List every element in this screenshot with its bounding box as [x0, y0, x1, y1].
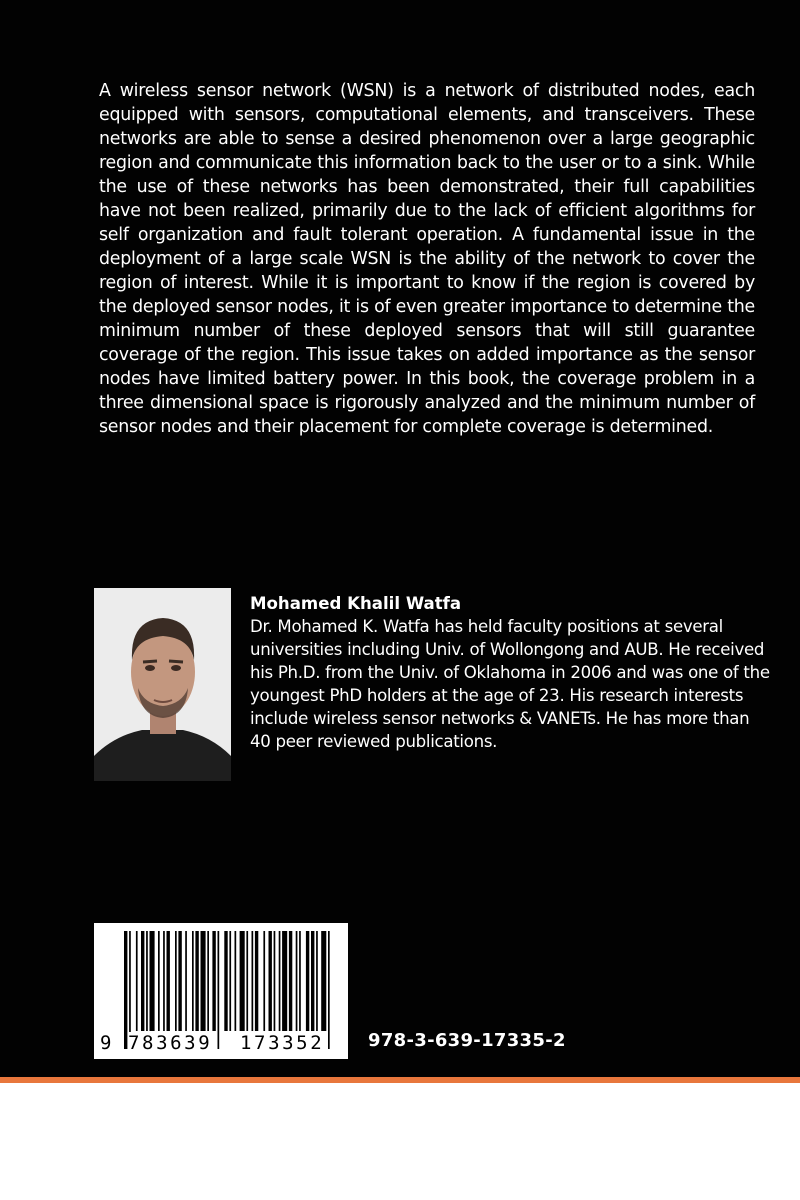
barcode-bar	[252, 931, 254, 1031]
barcode-bar	[296, 931, 298, 1031]
barcode-bar	[311, 931, 314, 1031]
barcode-bar	[146, 931, 148, 1031]
barcode-bar	[212, 931, 215, 1031]
barcode-bar	[167, 931, 170, 1031]
barcode-right-group: 173352	[240, 1032, 325, 1054]
barcode-bar	[235, 931, 237, 1031]
barcode-bar	[274, 931, 276, 1031]
barcode-bar	[229, 931, 231, 1031]
author-name: Mohamed Khalil Watfa	[250, 594, 462, 613]
barcode-bar	[158, 931, 160, 1031]
barcode-bar	[175, 931, 177, 1031]
barcode-bar	[178, 931, 181, 1031]
barcode-bar	[224, 931, 227, 1031]
barcode-bar	[246, 931, 248, 1031]
barcode-bar	[269, 931, 272, 1031]
accent-stripe	[0, 1077, 800, 1083]
barcode-bar	[289, 931, 292, 1031]
barcode-bar	[240, 931, 245, 1031]
barcode-bar	[263, 931, 265, 1031]
barcode-bar	[141, 931, 144, 1031]
barcode-bar	[163, 931, 165, 1031]
barcode-bar	[207, 931, 209, 1031]
barcode-bar	[192, 931, 194, 1031]
barcode-left-group: 783639	[128, 1032, 213, 1054]
barcode-bar	[316, 931, 318, 1031]
barcode-lead-digit: 9	[100, 1032, 112, 1054]
barcode-bar	[185, 931, 187, 1031]
barcode-bar	[306, 931, 309, 1031]
author-section	[250, 592, 770, 753]
book-description: A wireless sensor network (WSN) is a network of distributed nodes, each equipped with sensors, computational elements, and transceivers. These networks are able to sense a desired phenomenon over a large geographic region and communicate this information back to the user or to a sink. While the use of these networks has been demonstrated, their full capabilities have not been realized, primarily due to the lack of efficient algorithms for self organization and fault tolerant operation. A fundamental issue in the deployment of a large scale WSN is the ability of the network to cover the region of interest. While it is important to know if the region is covered by the deployed sensor nodes, it is of even greater importance to determine the minimum number of these deployed sensors that will still guarantee coverage of the region. This issue takes on added importance as the sensor nodes have limited battery power. In this book, the coverage problem in a three dimensional space is rigorously analyzed and the minimum number of sensor nodes and their placement for complete coverage is determined.	[99, 81, 755, 437]
barcode-bar	[255, 931, 258, 1031]
barcode-bar	[150, 931, 155, 1031]
barcode-bar	[136, 931, 138, 1031]
author-photo	[94, 588, 231, 781]
barcode-bar	[201, 931, 206, 1031]
barcode-bar	[321, 931, 326, 1031]
barcode-bar	[195, 931, 198, 1031]
barcode-bar	[282, 931, 287, 1031]
barcode-bar	[279, 931, 281, 1031]
author-bio: Dr. Mohamed K. Watfa has held faculty positions at several universities including Univ. of Wollongong and AUB. He received his Ph.D. from the Univ. of Oklahoma in 2006 and was one of the youngest PhD holders at the age of 23. His research interests include wireless sensor networks & VANETs. He has more than 40 peer reviewed publications.	[250, 617, 770, 751]
barcode-bar	[299, 931, 301, 1031]
isbn-number: 978-3-639-17335-2	[368, 1030, 566, 1051]
barcode-digits	[94, 1032, 348, 1054]
